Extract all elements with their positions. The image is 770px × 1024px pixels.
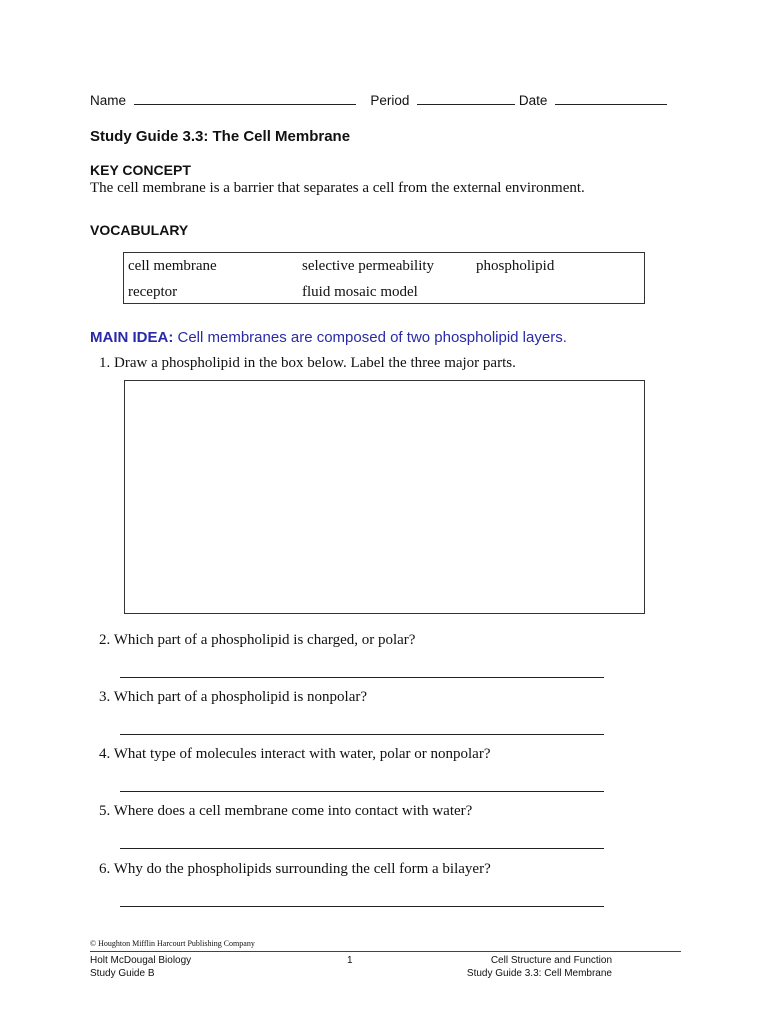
footer-divider [90, 951, 681, 952]
question-3: 3. Which part of a phospholipid is nonpolar? [99, 689, 368, 705]
question-5: 5. Where does a cell membrane come into contact with water? [99, 803, 473, 819]
name-blank[interactable] [134, 92, 356, 105]
key-concept-heading: KEY CONCEPT [90, 162, 191, 178]
main-idea-text: Cell membranes are composed of two phospholipid layers. [177, 329, 567, 346]
footer-section: Study Guide 3.3: Cell Membrane [466, 968, 612, 979]
footer-chapter: Cell Structure and Function [490, 955, 612, 966]
footer-guide-label: Study Guide B [90, 968, 155, 979]
date-label: Date [518, 93, 548, 108]
question-2: 2. Which part of a phospholipid is charged, or polar? [99, 632, 416, 648]
vocabulary-table [123, 252, 645, 304]
copyright-notice: © Houghton Mifflin Harcourt Publishing Company [90, 939, 255, 948]
answer-line-6[interactable] [120, 906, 604, 907]
question-6: 6. Why do the phospholipids surrounding the cell form a bilayer? [99, 861, 491, 877]
answer-line-5[interactable] [120, 848, 604, 849]
name-label: Name [90, 93, 127, 108]
period-label: Period [370, 93, 410, 108]
vocab-term: fluid mosaic model [302, 284, 418, 300]
vocabulary-heading: VOCABULARY [90, 222, 189, 238]
vocab-term: cell membrane [128, 258, 217, 274]
page-title: Study Guide 3.3: The Cell Membrane [90, 128, 351, 145]
question-4: 4. What type of molecules interact with water, polar or nonpolar? [99, 746, 491, 762]
main-idea [90, 329, 567, 346]
drawing-box[interactable] [124, 380, 645, 614]
key-concept-text: The cell membrane is a barrier that separates a cell from the external environment. [90, 180, 585, 196]
main-idea-label: MAIN IDEA: [90, 329, 174, 346]
answer-line-4[interactable] [120, 791, 604, 792]
question-1: 1. Draw a phospholipid in the box below. Label the three major parts. [99, 355, 516, 371]
vocab-term: receptor [128, 284, 178, 300]
footer-book-title: Holt McDougal Biology [90, 955, 192, 966]
header-fields [90, 92, 667, 108]
answer-line-2[interactable] [120, 677, 604, 678]
period-blank[interactable] [417, 92, 515, 105]
vocab-term: selective permeability [302, 258, 435, 274]
vocab-term: phospholipid [476, 258, 555, 274]
answer-line-3[interactable] [120, 734, 604, 735]
page-number: 1 [347, 955, 353, 966]
date-blank[interactable] [555, 92, 667, 105]
